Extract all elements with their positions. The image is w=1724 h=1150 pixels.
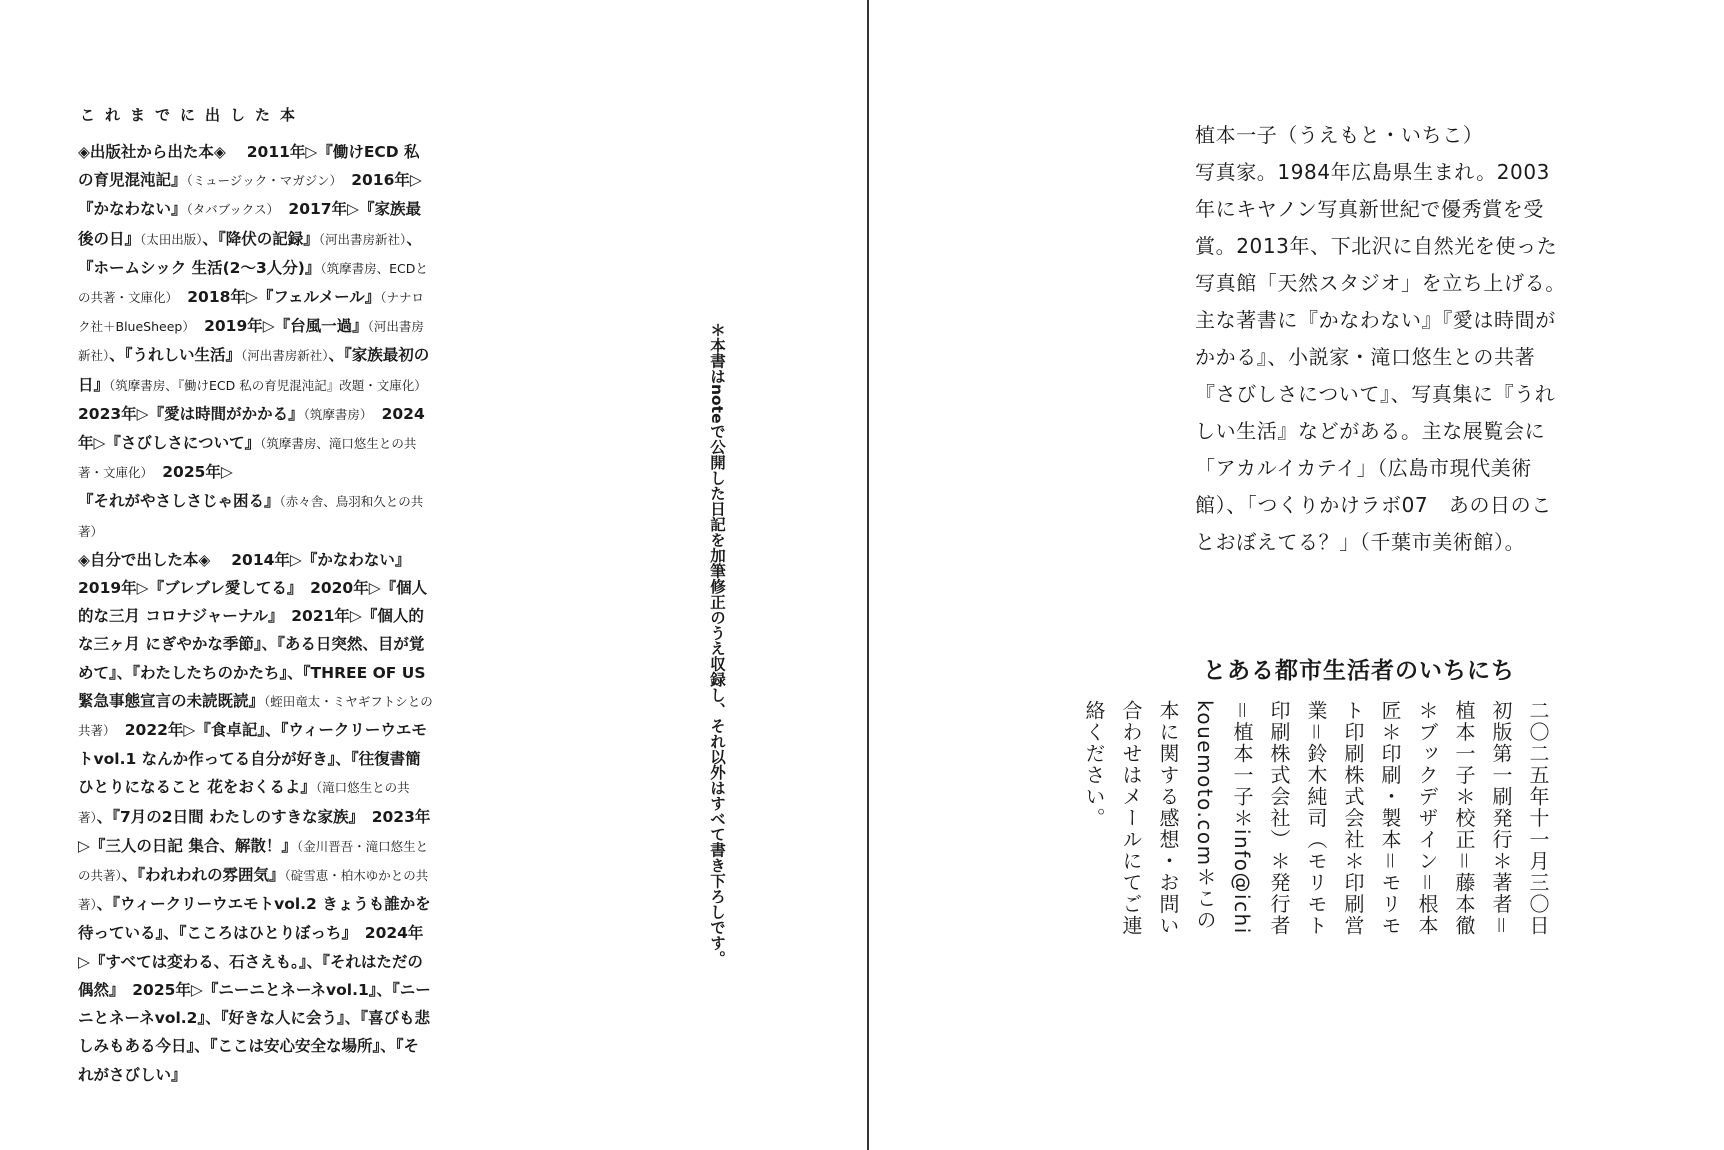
book-entry-title: 『愛は時間がかかる』 [148, 404, 304, 423]
book-entry-year: 2025年▷ [146, 463, 233, 482]
book-entry-publisher: （ナナロク社＋BlueSheep） [78, 290, 425, 335]
author-profile-line: とおぼえてる？」（千葉市美術館）。 [1195, 530, 1526, 554]
book-entry-title: 、『ある日突然、目が覚めて』 [78, 635, 425, 682]
colophon-line: ト印刷株式会社＊印刷営 [1341, 700, 1365, 937]
book-entry [97, 808, 356, 826]
book-entry-year: 2023年▷ [78, 375, 437, 423]
book-entry [194, 1037, 380, 1055]
book-entry-publisher: （筑摩書房、ECDとの共著・文庫化） [78, 260, 428, 306]
book-entry-title: 『かなわない』 [78, 200, 187, 219]
colophon-line: 絡ください。 [1082, 700, 1106, 829]
book-entry-year: 2020年▷ [294, 579, 381, 598]
book-entry-publisher: （太田出版） [140, 231, 203, 247]
author-profile-line: 館）、「つくりかけラボ07 あの日のこ [1195, 493, 1552, 517]
colophon-line: 印刷株式会社）＊発行者 [1267, 700, 1291, 937]
section-label-self: ◈自分で出した本◈ [78, 550, 211, 569]
book-entry-title: 、『降伏の記録』 [202, 229, 319, 248]
section-label-publisher: ◈出版社から出た本◈ [78, 143, 226, 161]
book-entry-year: 2016年▷ [335, 171, 422, 190]
book-entry-publisher: （ミュージック・マガジン） [186, 173, 336, 189]
book-entry-year: 2019年▷ [78, 550, 419, 598]
book-entry-title: 『すべては変わる、石さえも。』 [89, 952, 307, 971]
book-entry-publisher: （河出書房新社） [78, 319, 424, 364]
colophon-line: 合わせはメールにてご連 [1119, 700, 1143, 937]
book-entry-title: 『さびしさについて』 [105, 434, 261, 453]
book-entry-title: 、『家族最初の日』 [78, 346, 430, 394]
book-entry-publisher: （筑摩書房） [303, 406, 367, 422]
book-entry-title: 、『われわれの雰囲気』 [121, 866, 285, 885]
book-entry-title: 、『わたしたちのかたち』 [116, 663, 288, 682]
book-entry [109, 346, 328, 364]
author-profile [1195, 117, 1566, 561]
book-entry-title: 、『こころはひとりぼっち』 [163, 924, 350, 943]
book-entry-title: 、『ホームシック 生活(2〜3人分)』 [78, 229, 422, 277]
book-entry [203, 230, 407, 248]
book-entry [117, 981, 377, 999]
book-entry-title: 、『THREE OF US 緊急事態宣言の未読既読』 [78, 663, 426, 710]
author-profile-line: 「アカルイカテイ」（広島市現代美術 [1195, 456, 1532, 480]
book-entry-title: 『フェルメール』 [257, 288, 381, 307]
book-entry-year: 2024年▷ [78, 924, 424, 971]
colophon-line: kouemoto.com＊この [1193, 700, 1217, 932]
book-entry-publisher: （蛭田竜太・ミヤギフトシとの共著） [78, 693, 433, 739]
author-profile-line: 年にキヤノン写真新世紀で優秀賞を受 [1195, 197, 1544, 221]
author-profile-line: 主な著書に『かなわない』『愛は時間が [1195, 308, 1556, 332]
book-entry-title: 『家族最後の日』 [78, 200, 421, 248]
book-entry-title: 、『うれしい生活』 [109, 346, 242, 365]
book-entry [109, 721, 265, 739]
book-entry-title: 『個人的な三ヶ月 にぎやかな季節』 [78, 607, 424, 654]
book-entry-title: 『食卓記』 [195, 721, 266, 740]
book-entry-title: 『台風一過』 [274, 317, 368, 336]
colophon-line: ＝植本一子＊info@ichi [1230, 700, 1254, 935]
book-entry-publisher: （河出書房新社） [318, 231, 407, 247]
book-entry-title: 、『ウィークリーウエモトvol.1 なんか作ってる自分が好き』 [78, 721, 427, 769]
page-gutter-divider [867, 0, 869, 1150]
author-name: 植本一子（うえもと・いちこ） [1195, 123, 1484, 147]
colophon-line: 本に関する感想・お問い [1156, 700, 1180, 937]
book-entry-year: 2022年▷ [109, 721, 196, 740]
book-entry-year: 2014年▷ [215, 550, 302, 569]
book-entry-title: 『それがやさしさじゃ困る』 [78, 492, 280, 511]
author-profile-line: 『さびしさについて』、写真集に『うれ [1195, 382, 1556, 406]
book-entry-title: 、『それはただの偶然』 [78, 952, 423, 999]
book-entry-publisher: （筑摩書房、滝口悠生との共著・文庫化） [78, 436, 417, 481]
colophon-line: 業＝鈴木純司（モリモト [1304, 700, 1328, 937]
book-entry-title: 、『往復書簡 ひとりになること 花をおくるよ』 [78, 750, 421, 797]
book-entry-year: 2011年▷ [231, 143, 318, 161]
book-entry-title: 『ブレブレ愛してる』 [148, 579, 295, 598]
book-entry-year: 2024年▷ [78, 404, 425, 453]
author-profile-line: かかる』、小説家・滝口悠生との共著 [1195, 345, 1536, 369]
book-entry [117, 664, 288, 682]
book-entry-title: 『かなわない』 [301, 550, 403, 569]
books-list [78, 138, 437, 1089]
book-entry-title: 、『好きな人に会う』 [205, 1009, 345, 1028]
book-entry-publisher: （赤々舎、鳥羽和久との共著） [78, 494, 424, 539]
author-profile-line: 写真館「天然スタジオ」を立ち上げる。 [1195, 271, 1566, 295]
book-entry-title: 、『ウィークリーウエモトvol.2 きょうも誰かを待っている』 [78, 895, 431, 943]
book-entry-publisher: （筑摩書房、『働けECD 私の育児混沌記』改題・文庫化） [109, 377, 421, 393]
author-profile-line: 写真家。1984年広島県生まれ。2003 [1195, 160, 1550, 184]
book-entry-year: 2018年▷ [171, 288, 258, 307]
book-entry [216, 551, 403, 569]
book-entry-title: 『三人の日記 集合、解散！』 [89, 836, 297, 855]
book-entry-publisher: （滝口悠生との共著） [78, 780, 410, 825]
books-heading: これまでに出した本 [80, 106, 306, 124]
book-entry [163, 924, 349, 942]
colophon-line: 匠＊印刷・製本＝モリモ [1378, 700, 1402, 937]
publisher-entries [78, 143, 436, 540]
colophon-line: 植本一子＊校正＝藤本徹 [1452, 700, 1476, 937]
book-title: とある都市生活者のいちにち [1203, 658, 1515, 684]
book-entry-publisher: （碇雪恵・柏木ゆかとの共著） [78, 868, 429, 913]
self-entries [78, 551, 433, 1084]
book-entry-publisher: （金川晋吾・滝口悠生との共著） [78, 838, 429, 884]
book-entry-publisher: （タバブックス） [186, 202, 273, 218]
book-entry-title: 『個人的な三月 コロナジャーナル』 [78, 579, 428, 626]
colophon-line: 二〇二五年十一月三〇日 [1526, 700, 1550, 937]
book-entry-title: 『働けECD 私の育児混沌記』 [78, 143, 420, 190]
book-entry-title: 、『ここは安心安全な場所』 [194, 1037, 381, 1056]
book-entry-year: 2017年▷ [272, 200, 359, 219]
book-entry [205, 1009, 345, 1027]
book-entry-year: 2023年▷ [78, 807, 431, 855]
book-entry-year: 2021年▷ [275, 607, 362, 626]
book-entry-title: 、『それがさびしい』 [78, 1037, 420, 1084]
book-entry-publisher: （河出書房新社） [241, 348, 329, 364]
book-entry-title: 、『ニーニとネーネvol.2』 [78, 980, 431, 1028]
colophon [1075, 700, 1556, 1060]
vertical-note: ＊本書はnoteで公開した日記を加筆修正のうえ収録し、それ以外はすべて書き下ろしです。 [708, 322, 726, 967]
book-entry-title: 『ニーニとネーネvol.1』 [202, 980, 377, 999]
author-profile-line: 賞。2013年、下北沢に自然光を使った [1195, 234, 1558, 258]
book-entry-title: 、『7月の2日間 わたしのすきな家族』 [96, 807, 357, 826]
book-entry-year: 2019年▷ [188, 317, 275, 336]
author-profile-line: しい生活』などがある。主な展覧会に [1195, 419, 1546, 443]
book-entry-year: 2025年▷ [116, 980, 203, 999]
colophon-line: ＊ブックデザイン＝根本 [1415, 700, 1439, 937]
book-entry-title: 、『喜びも悲しみもある今日』 [78, 1009, 430, 1056]
colophon-line: 初版第一刷発行＊著者＝ [1489, 700, 1513, 937]
